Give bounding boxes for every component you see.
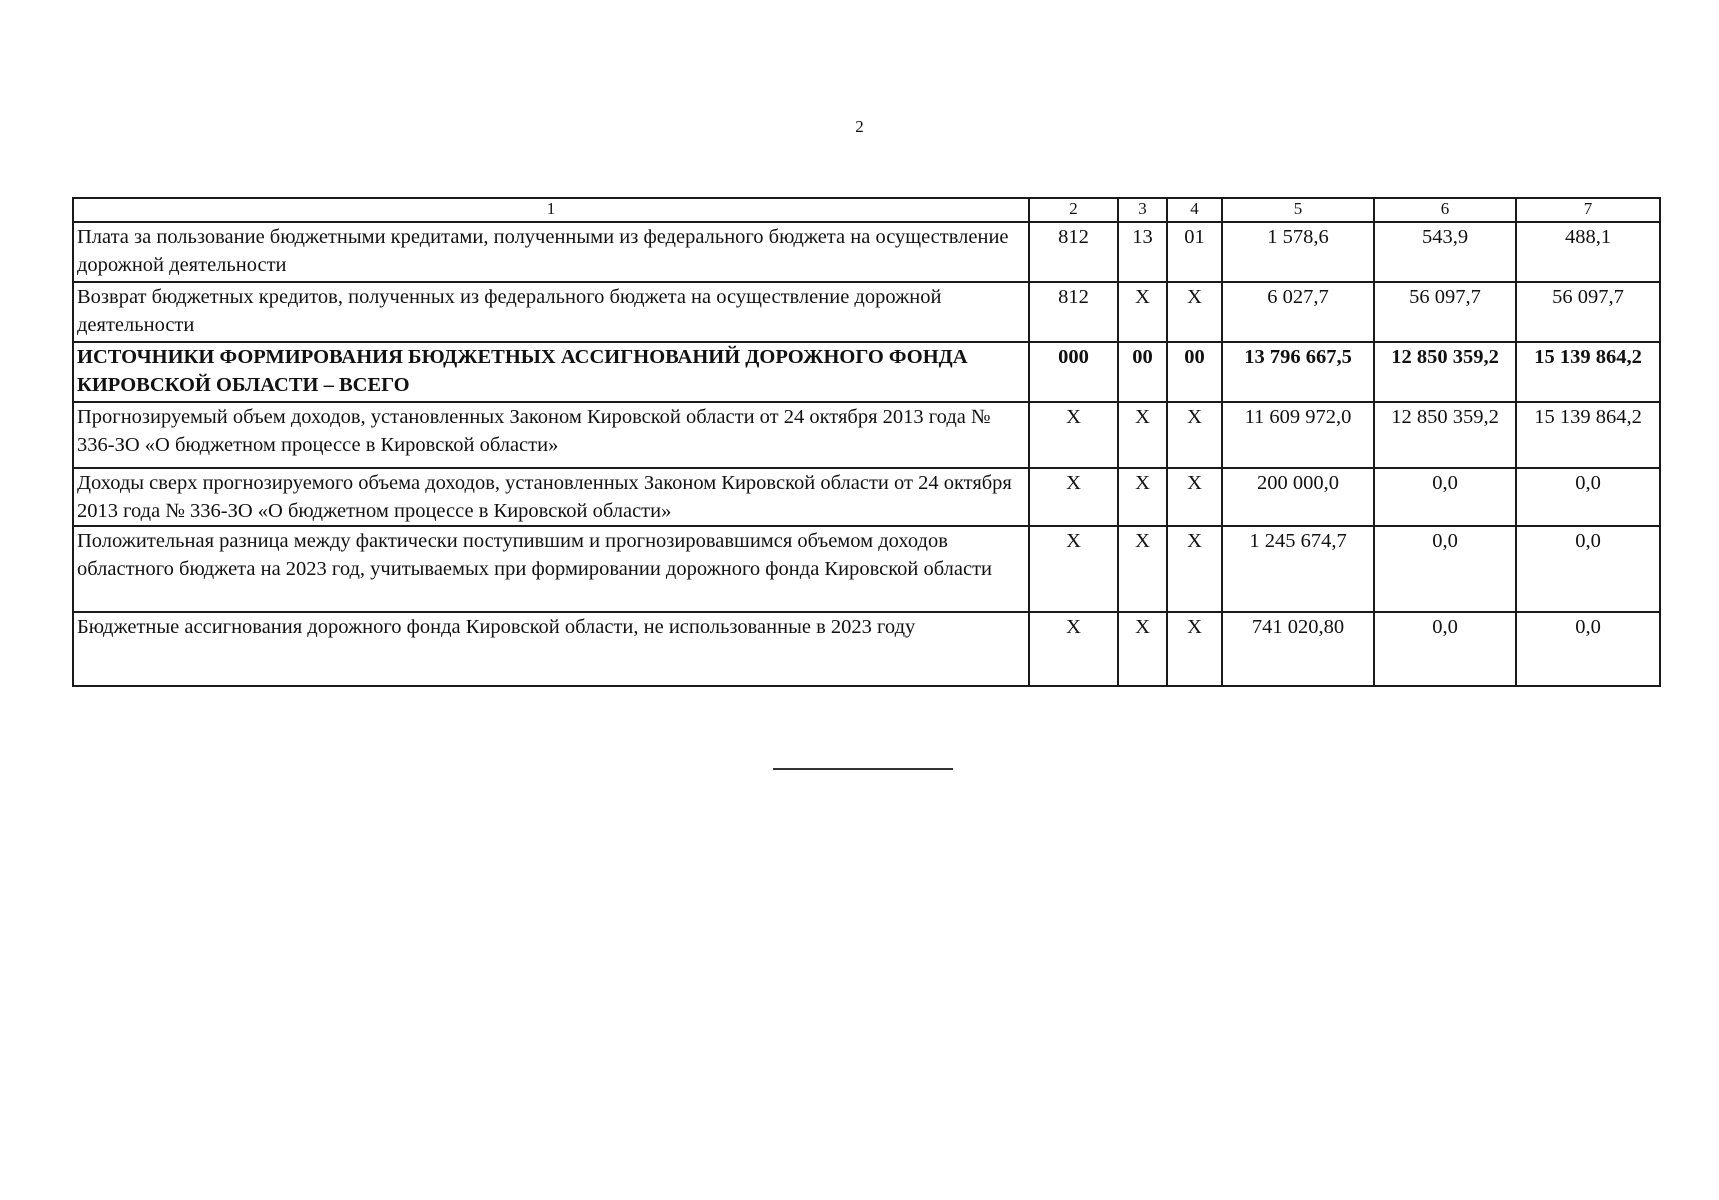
amount-col5-cell: 200 000,0	[1222, 468, 1374, 526]
column-number-2: 2	[1029, 198, 1118, 222]
subsection-code-cell: Х	[1167, 282, 1222, 342]
column-number-5: 5	[1222, 198, 1374, 222]
closing-divider-line	[773, 768, 953, 770]
subsection-code-cell: Х	[1167, 402, 1222, 468]
amount-col5-cell: 1 578,6	[1222, 222, 1374, 282]
row-description: Доходы сверх прогнозируемого объема доходов, установленных Законом Кировской области от 24 октября 2013 года № 336-ЗО «О бюджетном процессе в Кировской области»	[73, 468, 1029, 526]
section-code-cell: 00	[1118, 342, 1167, 402]
amount-col6-cell: 56 097,7	[1374, 282, 1516, 342]
table-row	[73, 526, 1660, 612]
section-code-cell: Х	[1118, 468, 1167, 526]
section-code-cell: Х	[1118, 402, 1167, 468]
section-code-cell: Х	[1118, 282, 1167, 342]
amount-col7-cell: 0,0	[1516, 612, 1660, 686]
row-description: Плата за пользование бюджетными кредитами, полученными из федерального бюджета на осуществление дорожной деятельности	[73, 222, 1029, 282]
table-row	[73, 612, 1660, 686]
admin-code-cell: 812	[1029, 222, 1118, 282]
table-row	[73, 222, 1660, 282]
row-description: Положительная разница между фактически поступившим и прогнозировавшимся объемом доходов областного бюджета на 2023 год, учитываемых при формировании дорожного фонда Кировской области	[73, 526, 1029, 612]
amount-col6-cell: 0,0	[1374, 526, 1516, 612]
amount-col7-cell: 56 097,7	[1516, 282, 1660, 342]
column-number-1: 1	[73, 198, 1029, 222]
amount-col7-cell: 15 139 864,2	[1516, 402, 1660, 468]
admin-code-cell: Х	[1029, 468, 1118, 526]
admin-code-cell: 812	[1029, 282, 1118, 342]
subsection-code-cell: 00	[1167, 342, 1222, 402]
amount-col7-cell: 488,1	[1516, 222, 1660, 282]
admin-code-cell: Х	[1029, 402, 1118, 468]
row-description: ИСТОЧНИКИ ФОРМИРОВАНИЯ БЮДЖЕТНЫХ АССИГНОВАНИЙ ДОРОЖНОГО ФОНДА КИРОВСКОЙ ОБЛАСТИ – ВСЕГО	[73, 342, 1029, 402]
amount-col7-cell: 15 139 864,2	[1516, 342, 1660, 402]
amount-col5-cell: 1 245 674,7	[1222, 526, 1374, 612]
subsection-code-cell: Х	[1167, 612, 1222, 686]
table-header-row	[73, 198, 1660, 222]
column-number-7: 7	[1516, 198, 1660, 222]
amount-col5-cell: 6 027,7	[1222, 282, 1374, 342]
admin-code-cell: 000	[1029, 342, 1118, 402]
subsection-code-cell: Х	[1167, 468, 1222, 526]
budget-sources-table	[72, 197, 1661, 687]
table-row	[73, 282, 1660, 342]
amount-col6-cell: 543,9	[1374, 222, 1516, 282]
amount-col6-cell: 0,0	[1374, 468, 1516, 526]
column-number-4: 4	[1167, 198, 1222, 222]
table-row	[73, 402, 1660, 468]
amount-col5-cell: 741 020,80	[1222, 612, 1374, 686]
admin-code-cell: Х	[1029, 526, 1118, 612]
amount-col5-cell: 13 796 667,5	[1222, 342, 1374, 402]
amount-col6-cell: 0,0	[1374, 612, 1516, 686]
amount-col6-cell: 12 850 359,2	[1374, 342, 1516, 402]
table-row	[73, 468, 1660, 526]
section-code-cell: Х	[1118, 612, 1167, 686]
column-number-3: 3	[1118, 198, 1167, 222]
section-code-cell: Х	[1118, 526, 1167, 612]
table-row-total	[73, 342, 1660, 402]
amount-col6-cell: 12 850 359,2	[1374, 402, 1516, 468]
section-code-cell: 13	[1118, 222, 1167, 282]
page-number: 2	[855, 117, 864, 136]
amount-col7-cell: 0,0	[1516, 526, 1660, 612]
subsection-code-cell: Х	[1167, 526, 1222, 612]
row-description: Возврат бюджетных кредитов, полученных из федерального бюджета на осуществление дорожной деятельности	[73, 282, 1029, 342]
amount-col7-cell: 0,0	[1516, 468, 1660, 526]
admin-code-cell: Х	[1029, 612, 1118, 686]
row-description: Бюджетные ассигнования дорожного фонда Кировской области, не использованные в 2023 году	[73, 612, 1029, 686]
row-description: Прогнозируемый объем доходов, установленных Законом Кировской области от 24 октября 2013 года № 336-ЗО «О бюджетном процессе в Кировской области»	[73, 402, 1029, 468]
subsection-code-cell: 01	[1167, 222, 1222, 282]
amount-col5-cell: 11 609 972,0	[1222, 402, 1374, 468]
column-number-6: 6	[1374, 198, 1516, 222]
